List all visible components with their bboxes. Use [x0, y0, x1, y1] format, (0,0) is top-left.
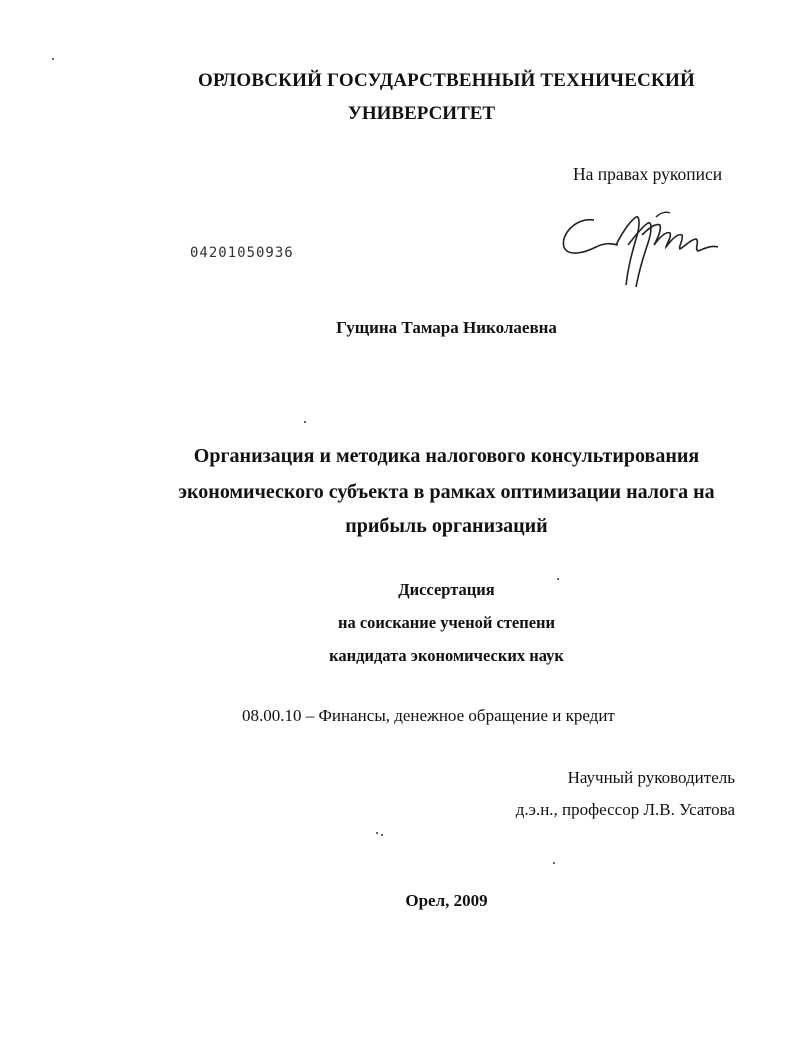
- supervisor-label: Научный руководитель: [567, 768, 735, 787]
- scan-speck: [557, 578, 559, 580]
- thesis-title-line1: Организация и методика налогового консультирования: [193, 445, 700, 467]
- dissertation-label: Диссертация: [398, 580, 495, 599]
- thesis-title-line2: экономического субъекта в рамках оптимизации налога на: [178, 481, 715, 503]
- scan-speck: [376, 832, 378, 834]
- scan-speck: [553, 862, 555, 864]
- university-name-line2: УНИВЕРСИТЕТ: [347, 103, 496, 124]
- university-name-line1: ОРЛОВСКИЙ ГОСУДАРСТВЕННЫЙ ТЕХНИЧЕСКИЙ: [198, 70, 695, 91]
- supervisor-name: д.э.н., профессор Л.В. Усатова: [515, 800, 735, 819]
- scan-speck: [52, 58, 54, 60]
- catalog-code: 04201050936: [190, 245, 294, 261]
- manuscript-note: На правах рукописи: [573, 164, 723, 184]
- degree-line1: на соискание ученой степени: [337, 613, 556, 632]
- city-year: Орел, 2009: [405, 891, 488, 910]
- author-name: Гущина Тамара Николаевна: [336, 318, 557, 337]
- scan-speck: [381, 834, 383, 836]
- thesis-title-line3: прибыль организаций: [345, 515, 548, 537]
- handwritten-signature: [556, 205, 726, 295]
- scan-speck: [304, 421, 306, 423]
- specialty-code: 08.00.10 – Финансы, денежное обращение и кредит: [242, 706, 615, 725]
- degree-line2: кандидата экономических наук: [329, 646, 564, 665]
